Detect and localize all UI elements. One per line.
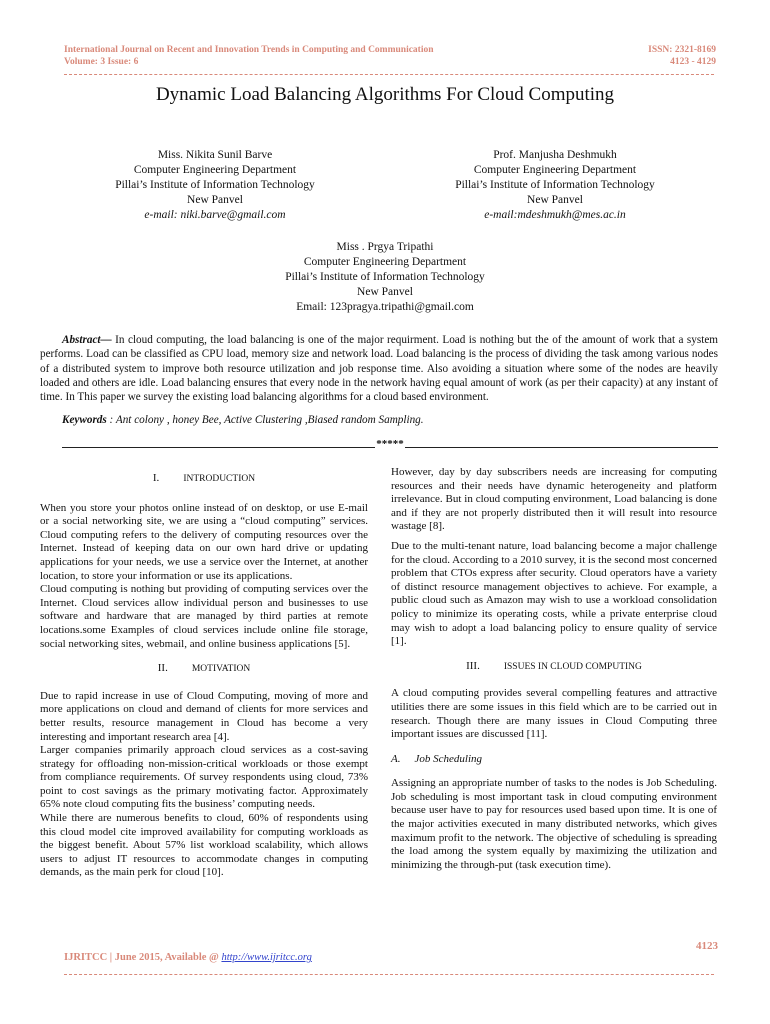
section-number: I. (152, 472, 160, 484)
journal-name: International Journal on Recent and Innovation Trends in Computing and Communication (64, 45, 434, 55)
separator-line-left (62, 447, 375, 448)
author-block-2 (420, 148, 690, 223)
subsection-heading-job-scheduling (391, 753, 717, 767)
author-name: Prof. Manjusha Deshmukh (493, 149, 617, 161)
author-dept: Computer Engineering Department (473, 164, 637, 176)
header-divider (64, 74, 714, 75)
issn: ISSN: 2321-8169 (648, 45, 716, 55)
paragraph: While there are numerous benefits to cloud, 60% of respondents using this cloud model cite improved availability for computing workloads as the biggest benefit. About 57% list workload scalability, which allows users to adjust IT resources to accommodate changes in computing demands, as the main perk for cloud [10]. (40, 812, 368, 879)
paragraph: A cloud computing provides several compelling features and attractive utilities there are some issues in this field which are to be carried out in research. Though there are many issues in Cloud Computing three important issues are discussed [11]. (391, 687, 717, 741)
section-separator (62, 438, 718, 450)
keywords-label: Keywords (62, 414, 107, 426)
section-heading-motivation (40, 662, 368, 677)
subsection-letter: A. (391, 752, 401, 765)
author-email: e-mail:mdeshmukh@mes.ac.in (484, 209, 626, 221)
author-email: e-mail: niki.barve@gmail.com (144, 209, 286, 221)
author-email: Email: 123pragya.tripathi@gmail.com (296, 301, 474, 313)
author-name: Miss. Nikita Sunil Barve (157, 149, 273, 161)
footer-text: IJRITCC | June 2015, Available @ (64, 952, 222, 963)
section-heading-issues (391, 660, 717, 675)
paragraph: Due to rapid increase in use of Cloud Computing, moving of more and more applications on cloud and demand of clients for more services and better results, resource management in Cloud has become a very interesting and important research area [4]. (40, 689, 368, 743)
author-block-3 (235, 240, 535, 315)
page-range: 4123 - 4129 (670, 57, 716, 67)
abstract-label: Abstract— (62, 334, 112, 346)
paragraph: Assigning an appropriate number of tasks to the nodes is Job Scheduling. Job scheduling is most important task in cloud computing environment because user have to pay for resources used based upon time. It is one of the major activities executed in many distributed networks, which gives maximum profit to the network. The objective of scheduling is spreading the load among the system equally by maximizing the utilization and minimizing the through-put (task execution time). (391, 777, 717, 871)
running-header-right (648, 44, 716, 68)
author-block-1 (80, 148, 350, 223)
separator-line-right (405, 447, 718, 448)
paragraph: When you store your photos online instead of on desktop, or use E-mail or a social networking site, we are using a “cloud computing” services. Cloud computing refers to the delivery of computing resources over the Internet. Instead of keeping data on our own hard drive or updating applications for your needs, we use a service over the Internet, at another location, to store your information or use its applications. (40, 501, 368, 582)
keywords-text: : Ant colony , honey Bee, Active Clustering ,Biased random Sampling. (106, 414, 424, 426)
paragraph: Cloud computing is nothing but providing of computing services over the Internet. Cloud services allow individual person and businesses to use software and hardware that are managed by third parties at remote locations.some Examples of cloud services include online file storage, social networking sites, webmail, and online business applications [5]. (40, 583, 368, 650)
section-title: INTRODUCTION (183, 474, 256, 484)
keywords (62, 414, 424, 426)
paragraph: Larger companies primarily approach cloud services as a cost-saving strategy for offloading non-mission-critical workloads or those exempt from compliance requirements. Of survey respondents using cloud, 73% point to cost savings as the primary motivating factor. Approximately 65% note cloud computing fits the business’ computing needs. (40, 744, 368, 811)
section-number: II. (157, 662, 168, 675)
right-column (391, 466, 717, 872)
paper-title: Dynamic Load Balancing Algorithms For Cloud Computing (155, 84, 615, 105)
author-dept: Computer Engineering Department (303, 256, 467, 268)
section-number: III. (466, 659, 480, 672)
author-city: New Panvel (187, 194, 243, 206)
author-institute: Pillai’s Institute of Information Technology (115, 179, 315, 191)
author-city: New Panvel (527, 194, 583, 206)
page-number: 4123 (696, 940, 718, 952)
section-heading-introduction (40, 472, 368, 487)
subsection-title: Job Scheduling (414, 752, 482, 765)
section-title: MOTIVATION (191, 664, 251, 675)
author-dept: Computer Engineering Department (133, 164, 297, 176)
left-column (40, 472, 368, 880)
running-footer (64, 952, 312, 963)
abstract (40, 333, 718, 404)
author-name: Miss . Prgya Tripathi (336, 241, 434, 253)
section-title: ISSUES IN CLOUD COMPUTING (503, 661, 642, 672)
running-header-left (64, 44, 434, 68)
paragraph: Due to the multi-tenant nature, load balancing become a major challenge for the cloud. According to a 2010 survey, it is the second most concerned problem that CTOs express after security. Cloud operators have a variety of distinct resource management objectives to achieve. For example, a public cloud such as Amazon may wish to use a workload consolidation policy to minimize its operating costs, while a private enterprise cloud may wish to adopt a load balancing policy to ensure quality of service [1]. (391, 539, 717, 648)
footer-divider (64, 974, 714, 975)
author-city: New Panvel (357, 286, 413, 298)
author-institute: Pillai’s Institute of Information Technology (455, 179, 655, 191)
separator-stars: ***** (376, 438, 404, 450)
journal-link[interactable]: http://www.ijritcc.org (221, 952, 312, 963)
author-institute: Pillai’s Institute of Information Technology (285, 271, 485, 283)
volume-issue: Volume: 3 Issue: 6 (64, 57, 139, 67)
paragraph: However, day by day subscribers needs are increasing for computing resources and their needs have dynamic heterogeneity and platform irrelevance. But in cloud computing environment, Load balancing is done and if they are not properly distributed then it will result into resource wastage [8]. (391, 466, 717, 533)
abstract-text: In cloud computing, the load balancing is one of the major requirment. Load is nothing but the of the amount of work that a system performs. Load can be classified as CPU load, memory size and network load. Load balancing is the process of dividing the task among various nodes of a distributed system to improve both resource utilization and job response time. Also avoiding a situation where some of the nodes are heavily loaded and others are idle. Load balancing ensures that every node in the network having equal amount of work (as per their capacity) at any instant of time. In This paper we survey the existing load balancing algorithms for a cloud based environment. (40, 334, 718, 404)
